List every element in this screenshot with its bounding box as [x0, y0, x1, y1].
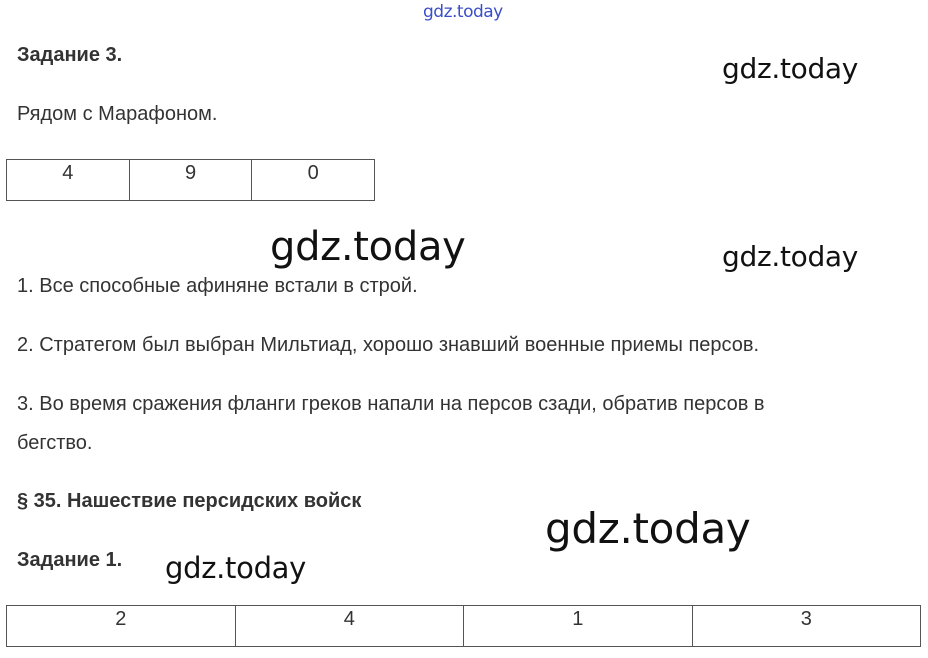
list-item: 2. Стратегом был выбран Мильтиад, хорошо знавший военные приемы персов. [17, 334, 760, 356]
list-item-continuation: бегство. [17, 432, 93, 454]
list-item: 3. Во время сражения фланги греков напали на персов сзади, обратив персов в [17, 393, 765, 415]
task3-answer-text: Рядом с Марафоном. [17, 103, 218, 125]
table-cell: 0 [252, 160, 375, 201]
task1-answer-table [6, 605, 921, 647]
watermark: gdz.today [270, 224, 466, 270]
watermark-top: gdz.today [423, 2, 503, 22]
watermark: gdz.today [545, 504, 751, 553]
watermark: gdz.today [722, 240, 859, 273]
watermark: gdz.today [722, 52, 859, 85]
table-cell: 3 [692, 606, 921, 647]
watermark: gdz.today [165, 551, 307, 585]
table-cell: 4 [235, 606, 464, 647]
task3-heading: Задание 3. [17, 44, 123, 66]
table-cell: 9 [129, 160, 252, 201]
section-heading: § 35. Нашествие персидских войск [17, 490, 362, 512]
task3-answer-table [6, 159, 375, 201]
table-cell: 2 [7, 606, 236, 647]
table-cell: 4 [7, 160, 130, 201]
task1-heading: Задание 1. [17, 549, 123, 571]
table-cell: 1 [464, 606, 693, 647]
table-row [7, 606, 921, 647]
table-row [7, 160, 375, 201]
list-item: 1. Все способные афиняне встали в строй. [17, 275, 418, 297]
